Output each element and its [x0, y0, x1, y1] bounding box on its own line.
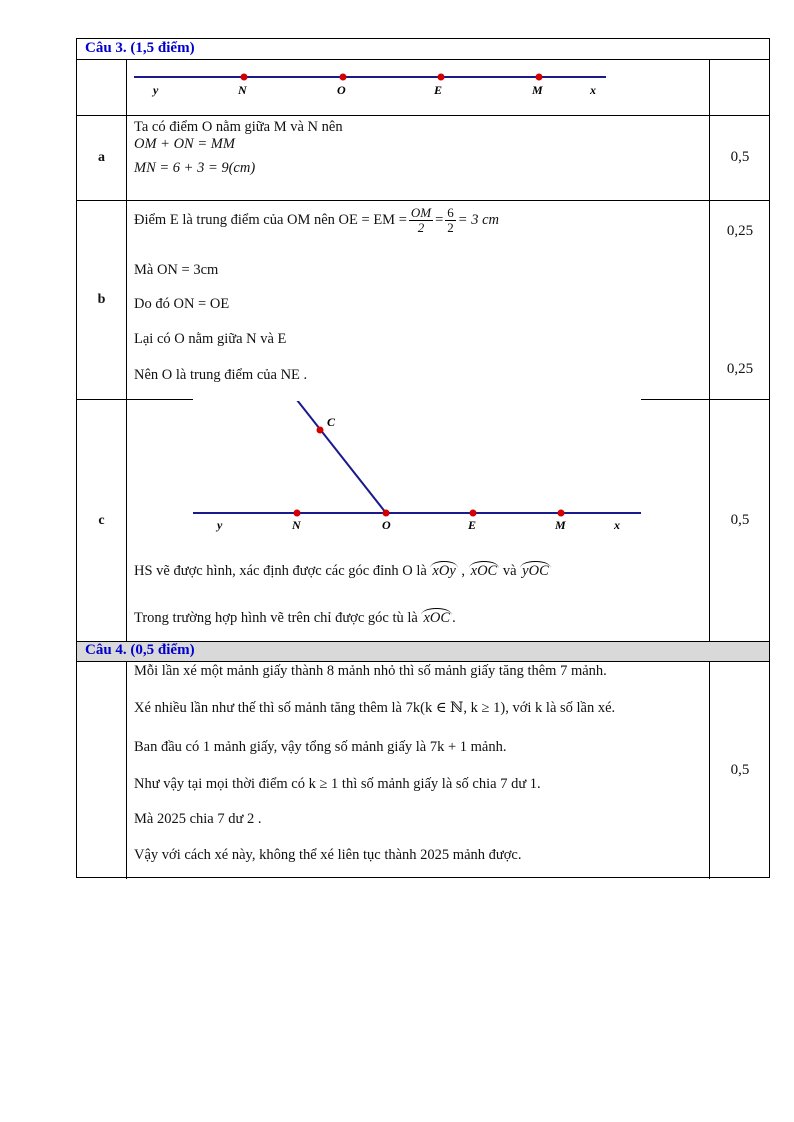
angle-xoc-obtuse: xOC [423, 610, 451, 626]
c-line-2-prefix: Trong trường hợp hình vẽ trên chỉ được góc tù là [134, 610, 418, 626]
row-label-a: a [98, 150, 105, 165]
question-3-header: Câu 3. (1,5 điểm) [85, 40, 195, 56]
b-line-1-prefix: Điểm E là trung điểm của OM nên OE = EM = [134, 212, 407, 229]
label-e: E [434, 83, 443, 97]
row-label-b: b [97, 292, 106, 307]
row-label-c: c [98, 513, 105, 528]
row-divider [77, 661, 769, 662]
label-x: x [614, 518, 620, 532]
label-c: C [327, 415, 336, 429]
point-n [294, 510, 301, 517]
b-line-2: Mà ON = 3cm [134, 262, 219, 278]
q4-points: 0,5 [730, 762, 750, 778]
column-divider [126, 59, 127, 641]
period: . [452, 610, 456, 626]
c-line-2 [134, 608, 456, 627]
a-line-3: MN = 6 + 3 = 9(cm) [134, 160, 256, 176]
column-divider [709, 59, 710, 641]
b-points-2: 0,25 [726, 361, 754, 377]
figure-angle [193, 400, 643, 540]
label-y: y [153, 83, 159, 97]
c-points: 0,5 [730, 512, 750, 528]
label-o: O [337, 83, 346, 97]
equals-sign: = [435, 212, 444, 229]
point-o [340, 74, 347, 81]
fraction-denominator: 2 [447, 220, 454, 236]
label-n: N [292, 518, 301, 532]
c-line-1-prefix: HS vẽ được hình, xác định được các góc đỉnh O là [134, 563, 427, 579]
label-x: x [590, 83, 596, 97]
point-o [383, 510, 390, 517]
q4-line-4: Như vậy tại mọi thời điểm có k ≥ 1 thì số mảnh giấy là số chia 7 dư 1. [134, 776, 541, 792]
q4-line-1: Mỗi lần xé một mảnh giấy thành 8 mảnh nhỏ thì số mảnh giấy tăng thêm 7 mảnh. [134, 663, 607, 679]
label-o: O [382, 518, 391, 532]
b-line-1-suffix: = 3 cm [457, 212, 499, 229]
b-line-1 [134, 206, 499, 236]
b-line-3: Do đó ON = OE [134, 296, 230, 312]
q4-line-2: Xé nhiều lần như thế thì số mảnh tăng thêm là 7k(k ∈ ℕ, k ≥ 1), với k là số lần xé. [134, 700, 616, 716]
b-line-5: Nên O là trung điểm của NE . [134, 367, 308, 383]
point-m [558, 510, 565, 517]
figure-mask [193, 398, 641, 401]
q4-line-3: Ban đầu có 1 mảnh giấy, vậy tổng số mảnh giấy là 7k + 1 mảnh. [134, 739, 507, 755]
fraction-6-over-2 [445, 206, 456, 236]
b-points-1: 0,25 [726, 223, 754, 239]
angle-xoc: xOC [470, 563, 498, 579]
row-divider [77, 59, 769, 60]
point-e [438, 74, 445, 81]
q4-line-5: Mà 2025 chia 7 dư 2 . [134, 811, 262, 827]
a-line-1: Ta có điểm O nằm giữa M và N nên [134, 119, 343, 135]
column-divider [126, 661, 127, 879]
label-y: y [217, 518, 223, 532]
label-m: M [532, 83, 543, 97]
figure-number-line [134, 69, 614, 99]
b-line-4: Lại có O nằm giữa N và E [134, 331, 287, 347]
point-c [317, 427, 324, 434]
separator: , [461, 563, 466, 579]
point-e [470, 510, 477, 517]
point-m [536, 74, 543, 81]
label-e: E [468, 518, 477, 532]
row-divider [77, 115, 769, 116]
label-m: M [555, 518, 566, 532]
q4-line-6: Vậy với cách xé này, không thể xé liên tục thành 2025 mảnh được. [134, 847, 522, 863]
a-line-2: OM + ON = MM [134, 136, 235, 152]
fraction-denominator: 2 [417, 220, 425, 236]
a-points: 0,5 [730, 149, 750, 165]
answer-table [76, 38, 770, 878]
question-4-header: Câu 4. (0,5 điểm) [77, 642, 769, 661]
fraction-numerator: OM [410, 205, 432, 220]
fraction-numerator: 6 [447, 205, 454, 220]
c-line-1 [134, 561, 551, 580]
fraction-om-over-2 [409, 206, 433, 236]
label-n: N [238, 83, 247, 97]
row-divider [77, 200, 769, 201]
conjunction: và [502, 563, 517, 579]
point-n [241, 74, 248, 81]
angle-yoc: yOC [522, 563, 549, 579]
angle-xoy: xOy [432, 563, 456, 579]
